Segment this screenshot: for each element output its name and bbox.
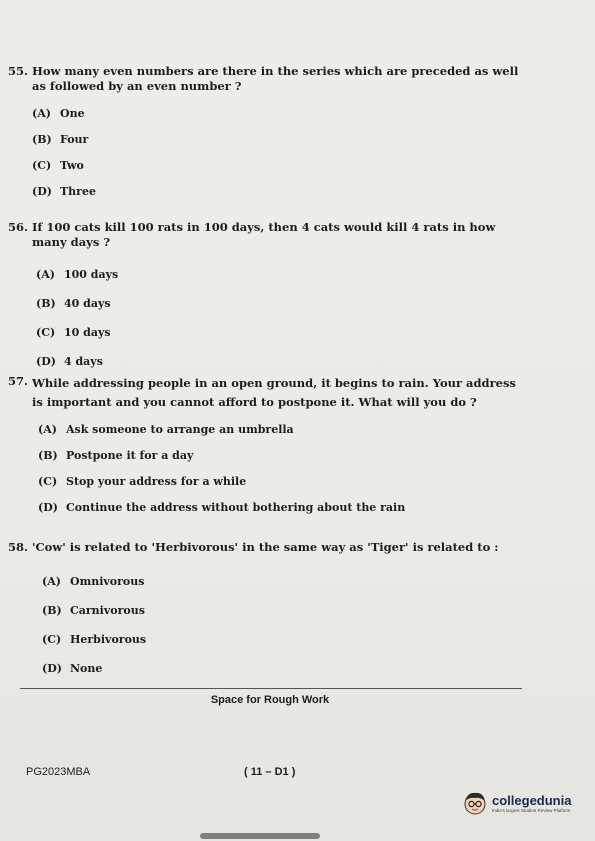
- option-b: [36, 289, 528, 318]
- option-letter: (B): [32, 132, 52, 146]
- collegedunia-logo: [462, 790, 571, 816]
- option-a: [42, 567, 528, 596]
- option-text: 40 days: [64, 297, 111, 310]
- option-text: None: [70, 662, 103, 675]
- question-55: [8, 64, 528, 204]
- question-number: 56.: [8, 220, 29, 234]
- rough-work-label: Space for Rough Work: [210, 694, 330, 706]
- question-text: If 100 cats kill 100 rats in 100 days, then 4 cats would kill 4 rats in how many days ?: [32, 220, 496, 249]
- question-56: [8, 220, 528, 376]
- option-list: [32, 100, 528, 204]
- option-a: [36, 260, 528, 289]
- option-letter: (A): [38, 422, 57, 436]
- question-58: [8, 540, 528, 683]
- mascot-icon: [462, 790, 488, 816]
- option-letter: (D): [32, 184, 52, 198]
- option-text: Omnivorous: [70, 575, 145, 588]
- option-b: [42, 596, 528, 625]
- option-text: 4 days: [64, 355, 103, 368]
- option-a: [38, 416, 528, 442]
- option-c: [42, 625, 528, 654]
- option-b: [38, 442, 528, 468]
- option-letter: (D): [36, 355, 56, 368]
- option-text: Four: [60, 132, 89, 146]
- question-57: [8, 374, 528, 520]
- option-letter: (C): [32, 158, 52, 172]
- option-text: Ask someone to arrange an umbrella: [66, 422, 294, 436]
- option-list: [42, 567, 528, 683]
- option-text: 100 days: [64, 268, 119, 281]
- option-c: [36, 318, 528, 347]
- page-edge-shadow: [200, 833, 320, 839]
- question-text: 'Cow' is related to 'Herbivorous' in the same way as 'Tiger' is related to :: [32, 540, 499, 554]
- option-d: [38, 494, 528, 520]
- option-text: Continue the address without bothering about the rain: [66, 500, 406, 514]
- page-number: ( 11 – D1 ): [244, 766, 296, 778]
- option-d: [36, 347, 528, 376]
- option-letter: (B): [38, 448, 58, 462]
- option-text: Carnivorous: [70, 604, 145, 617]
- option-d: [32, 178, 528, 204]
- option-d: [42, 654, 528, 683]
- option-list: [36, 260, 528, 376]
- question-text: While addressing people in an open ground, it begins to rain. Your address is important and you cannot afford to postpone it. What will you do ?: [32, 376, 516, 409]
- option-a: [32, 100, 528, 126]
- question-number: 55.: [8, 64, 29, 78]
- option-letter: (B): [42, 604, 62, 617]
- option-b: [32, 126, 528, 152]
- option-text: Two: [60, 158, 84, 172]
- question-text: How many even numbers are there in the series which are preceded as well as followed by an even number ?: [32, 64, 519, 93]
- option-text: 10 days: [64, 326, 111, 339]
- option-text: Herbivorous: [70, 633, 147, 646]
- option-letter: (A): [36, 268, 55, 281]
- option-c: [32, 152, 528, 178]
- option-letter: (C): [38, 474, 58, 488]
- option-letter: (C): [42, 633, 62, 646]
- logo-tagline: India's largest Student Review Platform: [492, 807, 571, 813]
- option-text: Postpone it for a day: [66, 448, 194, 462]
- option-letter: (A): [32, 106, 51, 120]
- option-letter: (B): [36, 297, 56, 310]
- option-text: One: [60, 106, 85, 120]
- option-text: Stop your address for a while: [66, 474, 247, 488]
- option-letter: (A): [42, 575, 61, 588]
- question-number: 58.: [8, 540, 29, 554]
- option-c: [38, 468, 528, 494]
- logo-name: collegedunia: [492, 792, 572, 808]
- question-number: 57.: [8, 374, 29, 388]
- option-letter: (C): [36, 326, 56, 339]
- paper-code: PG2023MBA: [26, 766, 91, 778]
- divider-line: [20, 688, 522, 689]
- option-letter: (D): [42, 662, 62, 675]
- option-text: Three: [60, 184, 96, 198]
- option-letter: (D): [38, 500, 58, 514]
- option-list: [38, 416, 528, 520]
